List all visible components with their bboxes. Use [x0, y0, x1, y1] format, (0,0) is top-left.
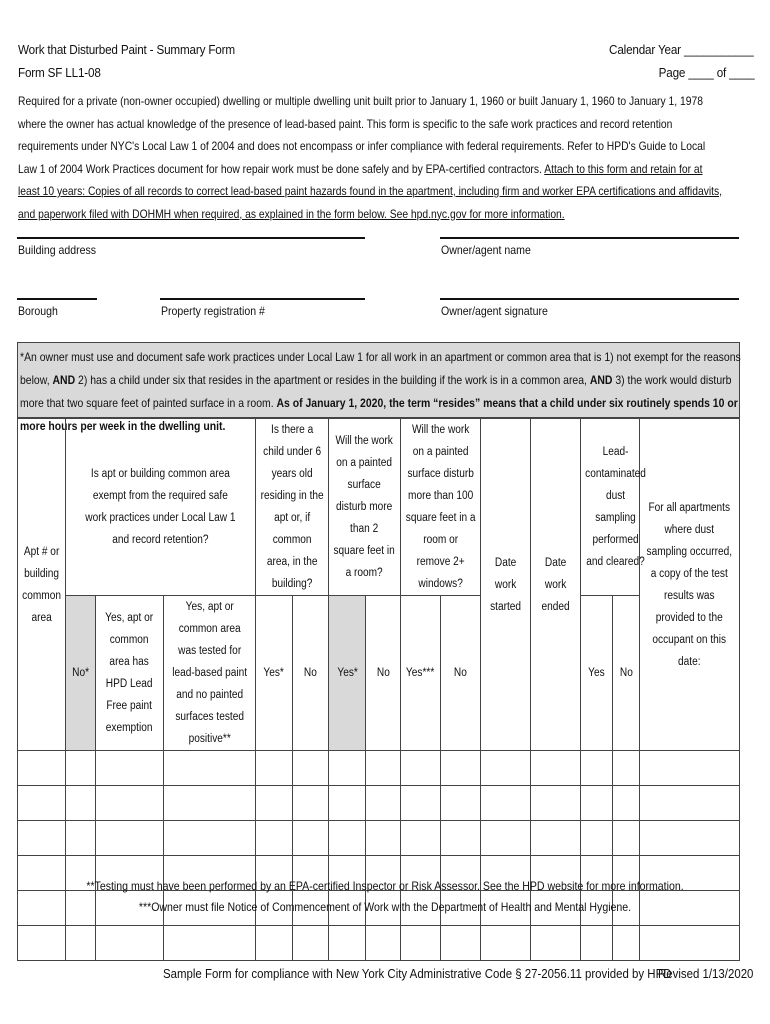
header-date-started: Date work started [480, 419, 530, 751]
table-cell[interactable] [400, 926, 440, 961]
borough-label: Borough [18, 304, 58, 318]
table-cell[interactable] [255, 821, 292, 856]
header-apt: Apt # or building common area [18, 419, 66, 751]
table-cell[interactable] [440, 786, 480, 821]
sub-dust-yes: Yes [581, 596, 613, 751]
table-cell[interactable] [18, 786, 66, 821]
table-cell[interactable] [613, 751, 640, 786]
sub-100-yes: Yes*** [400, 596, 440, 751]
table-cell[interactable] [66, 926, 96, 961]
table-cell[interactable] [293, 786, 329, 821]
intro-paragraph [18, 90, 723, 225]
table-cell[interactable] [329, 926, 366, 961]
table-cell[interactable] [640, 751, 740, 786]
table-body [18, 751, 740, 961]
sub-tested: Yes, apt or common area was tested for lead-based paint and no painted surfaces tested positive** [163, 596, 255, 751]
table-row[interactable] [18, 821, 740, 856]
header-disturb-100: Will the work on a painted surface disturb more than 100 square feet in a room or remove 2+ windows? [400, 419, 480, 596]
table-cell[interactable] [366, 786, 400, 821]
owner-agent-name-label: Owner/agent name [441, 243, 531, 257]
table-cell[interactable] [531, 821, 581, 856]
sub-no: No* [66, 596, 96, 751]
notice-part2: 2) has a child under six that resides in the apartment or resides in the building if the work is in a common area, [75, 373, 590, 387]
table-cell[interactable] [18, 926, 66, 961]
table-header-row [18, 419, 740, 596]
table-cell[interactable] [66, 751, 96, 786]
table-cell[interactable] [96, 786, 163, 821]
table-row[interactable] [18, 786, 740, 821]
table-cell[interactable] [440, 926, 480, 961]
sub-child-yes: Yes* [255, 596, 292, 751]
table-cell[interactable] [329, 751, 366, 786]
owner-agent-name-line[interactable] [440, 237, 739, 239]
table-cell[interactable] [163, 786, 255, 821]
table-cell[interactable] [531, 751, 581, 786]
table-cell[interactable] [400, 786, 440, 821]
intro-text: Required for a private (non-owner occupied) dwelling or multiple dwelling unit built prior to January 1, 1960 or built January 1, 1960 to January 1, 1978 where the owner has actual knowledge of the presence of lead-based paint. This form is specific to the safe work practices and record retention requirements under NYC's Local Law 1 of 2004 and does not encompass or infer compliance with federal requirements. Refer to HPD's Guide to Local Law 1 of 2004 Work Practices document for how repair work must be done safely and by EPA-certified contractors. [18, 94, 706, 176]
page-number-field[interactable]: Page ____ of ____ [658, 65, 754, 80]
table-row[interactable] [18, 926, 740, 961]
table-cell[interactable] [480, 751, 530, 786]
sub-dust-no: No [613, 596, 640, 751]
property-registration-line[interactable] [160, 298, 365, 300]
table-cell[interactable] [613, 821, 640, 856]
revised-date: Revised 1/13/2020 [657, 966, 753, 981]
table-cell[interactable] [366, 926, 400, 961]
table-cell[interactable] [400, 751, 440, 786]
header-date-ended: Date work ended [531, 419, 581, 751]
table-cell[interactable] [96, 926, 163, 961]
notice-and1: AND [52, 373, 76, 387]
footnote-testing: **Testing must have been performed by an EPA-certified Inspector or Risk Assessor. See the HPD website for more information. [86, 879, 684, 893]
sample-form-note: Sample Form for compliance with New York City Administrative Code § 27-2056.11 provided by HPD [163, 966, 672, 981]
table-cell[interactable] [18, 821, 66, 856]
table-cell[interactable] [581, 926, 613, 961]
table-cell[interactable] [329, 786, 366, 821]
table-cell[interactable] [293, 751, 329, 786]
borough-line[interactable] [17, 298, 97, 300]
table-cell[interactable] [480, 926, 530, 961]
notice-box [17, 342, 741, 433]
table-cell[interactable] [366, 821, 400, 856]
header-child: Is there a child under 6 years old residing in the apt or, if common area, in the building? [255, 419, 328, 596]
notice-bold: As of January 1, 2020, the term “resides” means that a child under six routinely spends 10 or more hours per week in the dwelling unit. [20, 396, 738, 433]
owner-agent-signature-line[interactable] [440, 298, 739, 300]
table-cell[interactable] [640, 786, 740, 821]
table-row[interactable] [18, 751, 740, 786]
table-cell[interactable] [163, 926, 255, 961]
table-cell[interactable] [163, 751, 255, 786]
table-cell[interactable] [255, 926, 292, 961]
table-cell[interactable] [480, 786, 530, 821]
sub-hpd-exemption: Yes, apt or common area has HPD Lead Free paint exemption [96, 596, 163, 751]
table-cell[interactable] [531, 786, 581, 821]
table-cell[interactable] [293, 926, 329, 961]
calendar-year-field[interactable]: Calendar Year ___________ [609, 42, 754, 57]
intro-underlined-text: Attach to this form and retain for at least 10 years: Copies of all records to correct lead-based paint hazards found in the apartment, including firm and worker EPA certifications and affidavits, and paperwork filed with DOHMH when required, as explained in the form below. See hpd.nyc.gov for more information. [18, 161, 723, 221]
header-dust-sampling: Lead-contaminated dust sampling performed and cleared? [581, 419, 640, 596]
table-cell[interactable] [480, 821, 530, 856]
header-disturb-room: Will the work on a painted surface disturb more than 2 square feet in a room? [329, 419, 400, 596]
table-cell[interactable] [531, 926, 581, 961]
property-registration-label: Property registration # [161, 304, 265, 318]
header-copy-provided: For all apartments where dust sampling occurred, a copy of the test results was provided to the occupant on this date: [640, 419, 740, 751]
table-cell[interactable] [96, 821, 163, 856]
table-cell[interactable] [18, 751, 66, 786]
sub-child-no: No [293, 596, 329, 751]
header-exempt: Is apt or building common area exempt from the required safe work practices under Local Law 1 and record retention? [66, 419, 256, 596]
owner-agent-signature-label: Owner/agent signature [441, 304, 548, 318]
footnote-notice: ***Owner must file Notice of Commencement of Work with the Department of Health and Mental Hygiene. [138, 900, 632, 914]
table-cell[interactable] [96, 751, 163, 786]
table-cell[interactable] [66, 821, 96, 856]
table-cell[interactable] [329, 821, 366, 856]
table-subheader-row [18, 596, 740, 751]
table-cell[interactable] [581, 786, 613, 821]
table-cell[interactable] [613, 786, 640, 821]
table-cell[interactable] [640, 926, 740, 961]
table-cell[interactable] [66, 786, 96, 821]
table-cell[interactable] [255, 786, 292, 821]
table-cell[interactable] [400, 821, 440, 856]
table-cell[interactable] [640, 821, 740, 856]
notice-part3: 3) the work would disturb more that two square feet of painted surface in a room. [20, 373, 732, 410]
table-cell[interactable] [440, 751, 480, 786]
table-cell[interactable] [163, 821, 255, 856]
table-cell[interactable] [581, 821, 613, 856]
sub-100-no: No [440, 596, 480, 751]
notice-part1: *An owner must use and document safe work practices under Local Law 1 for all work in an apartment or common area that is 1) not exempt for the reasons below, [20, 350, 741, 387]
table-cell[interactable] [440, 821, 480, 856]
sub-room-no: No [366, 596, 400, 751]
table-cell[interactable] [613, 926, 640, 961]
building-address-label: Building address [18, 243, 97, 257]
form-id: Form SF LL1-08 [18, 65, 101, 80]
form-title: Work that Disturbed Paint - Summary Form [18, 42, 235, 57]
sub-room-yes: Yes* [329, 596, 366, 751]
table-cell[interactable] [581, 751, 613, 786]
table-cell[interactable] [366, 751, 400, 786]
building-address-line[interactable] [17, 237, 365, 239]
table-cell[interactable] [255, 751, 292, 786]
notice-and2: AND [589, 373, 613, 387]
table-cell[interactable] [293, 821, 329, 856]
